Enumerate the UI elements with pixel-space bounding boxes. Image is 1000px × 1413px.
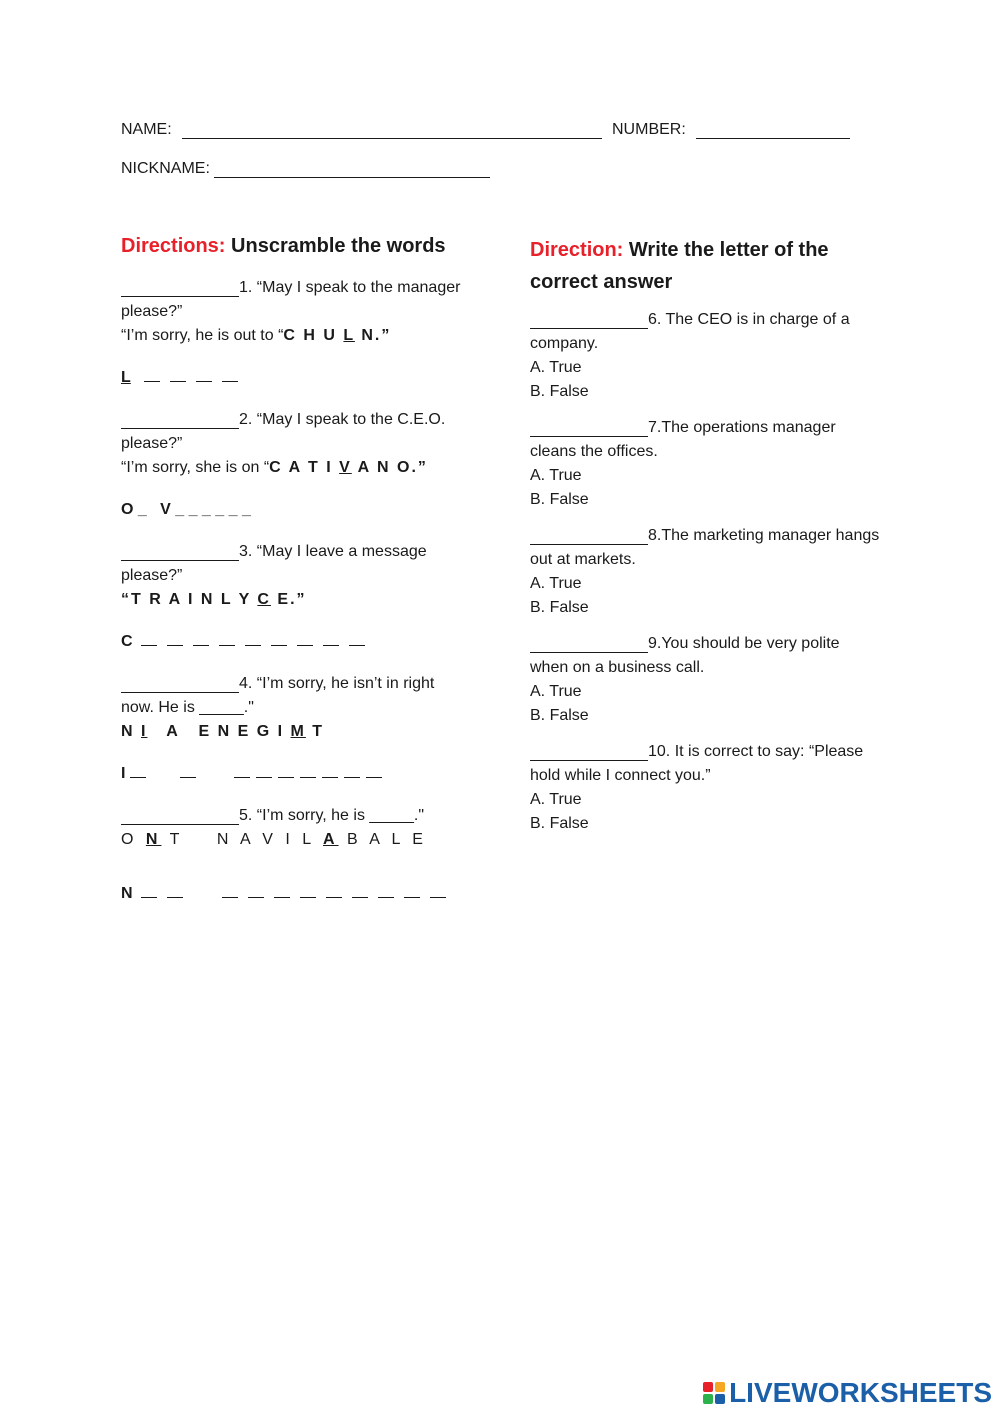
logo-icon (703, 1382, 725, 1404)
logo-square-4 (715, 1394, 725, 1404)
true-false-section (530, 234, 880, 848)
logo-square-3 (703, 1394, 713, 1404)
left-heading-label: Directions: (121, 235, 226, 257)
question-3-text: 3. “May I leave a message please?” (121, 543, 427, 584)
option-a-10: A. True (530, 791, 582, 808)
answer-input-7[interactable] (530, 420, 648, 437)
letter-hint-1: L (121, 366, 471, 390)
question-9-text: 9.You should be very polite when on a business call. (530, 635, 840, 676)
logo-square-2 (715, 1382, 725, 1392)
letter-hint-2: O _ V _ _ _ _ _ _ (121, 501, 251, 518)
option-a-7: A. True (530, 467, 582, 484)
question-9 (530, 632, 880, 728)
question-6 (530, 308, 880, 404)
number-input[interactable] (696, 122, 850, 139)
logo-text: LIVEWORKSHEETS (729, 1377, 992, 1408)
question-6-text: 6. The CEO is in charge of a company. (530, 311, 850, 352)
letter-hint-5: N (121, 882, 471, 906)
letter-hint-3: C (121, 630, 471, 654)
answer-input-2[interactable] (121, 412, 239, 429)
nickname-row (121, 160, 490, 178)
question-4 (121, 672, 471, 786)
letter-hint-4: I (121, 762, 471, 786)
number-label: NUMBER: (612, 121, 686, 138)
question-2-reply: “I’m sorry, she is on “ (121, 459, 270, 476)
scrambled-word-1: C H U L N.” (283, 327, 392, 344)
option-b-9: B. False (530, 707, 589, 724)
option-b-8: B. False (530, 599, 589, 616)
question-8 (530, 524, 880, 620)
logo-square-1 (703, 1382, 713, 1392)
option-a-6: A. True (530, 359, 582, 376)
scrambled-word-4: N I A E N E G I M T (121, 723, 325, 740)
right-heading-text: Write the letter of the correct answer (530, 239, 829, 293)
name-row (121, 121, 602, 139)
question-4-text: 4. “I’m sorry, he isn’t in right now. He is _____." (121, 675, 435, 716)
right-heading-label: Direction: (530, 239, 624, 261)
scrambled-word-3: “T R A I N L Y C E.” (121, 591, 307, 608)
question-8-text: 8.The marketing manager hangs out at markets. (530, 527, 880, 568)
nickname-input[interactable] (214, 161, 490, 178)
unscramble-section (121, 234, 471, 924)
left-heading (121, 234, 471, 258)
option-b-10: B. False (530, 815, 589, 832)
question-1-reply: “I’m sorry, he is out to “ (121, 327, 284, 344)
question-1 (121, 276, 471, 390)
question-5 (121, 804, 471, 906)
option-b-6: B. False (530, 383, 589, 400)
question-10 (530, 740, 880, 836)
answer-input-6[interactable] (530, 312, 648, 329)
left-heading-text: Unscramble the words (231, 235, 446, 257)
scrambled-word-2: C A T I V A N O.” (269, 459, 428, 476)
answer-input-4[interactable] (121, 676, 239, 693)
question-5-text: 5. “I’m sorry, he is _____." (239, 807, 425, 824)
name-label: NAME: (121, 121, 172, 138)
answer-input-3[interactable] (121, 544, 239, 561)
answer-input-5[interactable] (121, 808, 239, 825)
question-7-text: 7.The operations manager cleans the offices. (530, 419, 836, 460)
answer-input-10[interactable] (530, 744, 648, 761)
option-a-9: A. True (530, 683, 582, 700)
number-row (612, 121, 850, 139)
answer-input-9[interactable] (530, 636, 648, 653)
answer-input-8[interactable] (530, 528, 648, 545)
name-input[interactable] (182, 122, 602, 139)
question-7 (530, 416, 880, 512)
liveworksheets-logo[interactable] (703, 1377, 992, 1409)
nickname-label: NICKNAME: (121, 160, 210, 177)
right-heading (530, 234, 880, 298)
option-b-7: B. False (530, 491, 589, 508)
question-2 (121, 408, 471, 522)
question-1-text: 1. “May I speak to the manager please?” (121, 279, 461, 320)
answer-input-1[interactable] (121, 280, 239, 297)
question-3 (121, 540, 471, 654)
question-10-text: 10. It is correct to say: “Please hold while I connect you.” (530, 743, 864, 784)
scrambled-word-5: O N T N A V I L A B A L E (121, 831, 427, 848)
question-2-text: 2. “May I speak to the C.E.O. please?” (121, 411, 446, 452)
option-a-8: A. True (530, 575, 582, 592)
